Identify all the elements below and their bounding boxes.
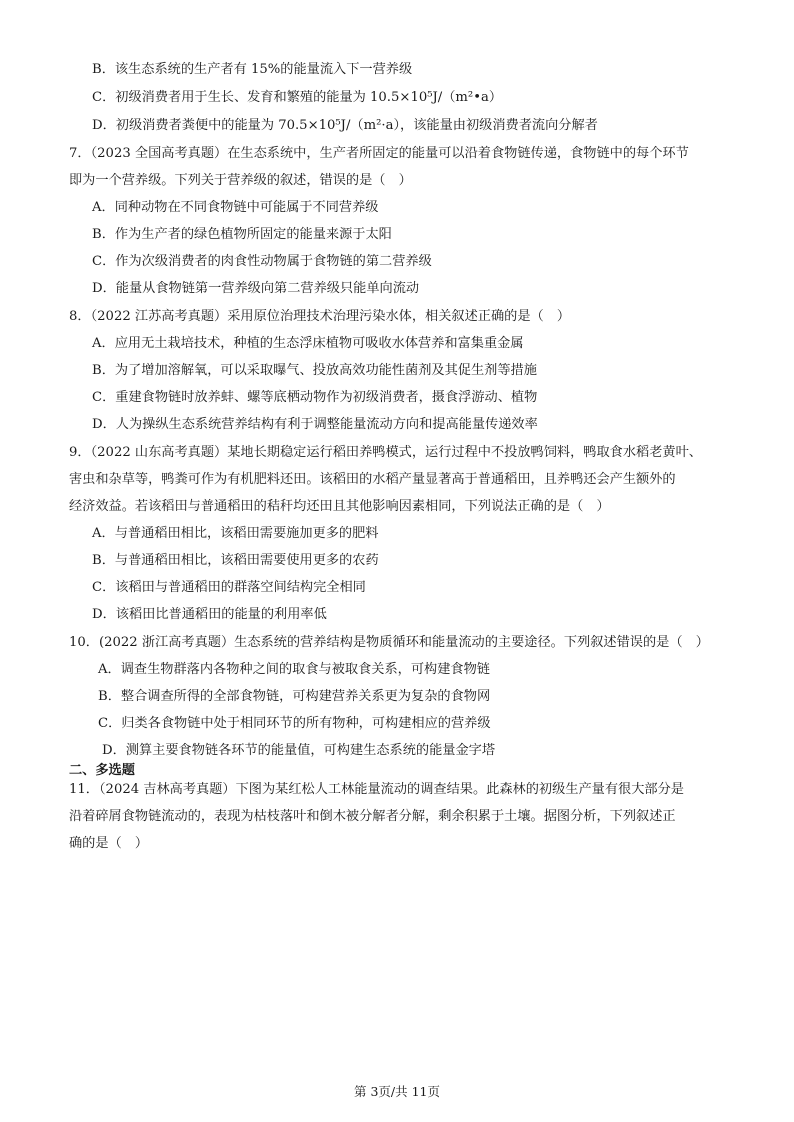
q6-option-d: D．初级消费者粪便中的能量为 70.5×10⁵J/（m²·a），该能量由初级消费者流向分解者 [92,118,598,133]
q8-option-b: B．为了增加溶解氧，可以采取曝气、投放高效功能性菌剂及其促生剂等措施 [92,363,537,378]
q11-stem-line-1: 11．（2024 吉林高考真题）下图为某红松人工林能量流动的调查结果。此森林的初级生产量有很大部分是 [69,782,684,797]
q9-option-c: C．该稻田与普通稻田的群落空间结构完全相同 [92,580,366,595]
q7-stem-line-1: 7．（2023 全国高考真题）在生态系统中，生产者所固定的能量可以沿着食物链传递，食物链中的每个环节 [69,146,689,161]
q10-option-b: B．整合调查所得的全部食物链，可构建营养关系更为复杂的食物网 [98,689,491,704]
q11-stem-line-2: 沿着碎屑食物链流动的，表现为枯枝落叶和倒木被分解者分解，剩余积累于土壤。据图分析，下列叙述正 [69,809,676,824]
q10-stem-line-1: 10．(2022 浙江高考真题）生态系统的营养结构是物质循环和能量流动的主要途径。下列叙述错误的是（ ） [69,635,709,650]
section-heading-multiple-choice: 二、多选题 [69,763,135,778]
q8-option-a: A．应用无土栽培技术，种植的生态浮床植物可吸收水体营养和富集重金属 [92,336,524,351]
q11-stem-line-3: 确的是（ ） [69,836,149,851]
q10-option-d: D．测算主要食物链各环节的能量值，可构建生态系统的能量金字塔 [102,743,496,758]
q9-stem-line-1: 9．（2022 山东高考真题）某地长期稳定运行稻田养鸭模式，运行过程中不投放鸭饲料，鸭取食水稻老黄叶、 [69,445,702,460]
q8-stem-line-1: 8．（2022 江苏高考真题）采用原位治理技术治理污染水体，相关叙述正确的是（ ） [69,309,571,324]
q7-option-d: D．能量从食物链第一营养级向第二营养级只能单向流动 [92,281,420,296]
q7-option-c: C．作为次级消费者的肉食性动物属于食物链的第二营养级 [92,254,432,269]
page-number: 第 3页/共 11页 [353,1084,441,1099]
q7-option-b: B．作为生产者的绿色植物所固定的能量来源于太阳 [92,227,392,242]
q6-option-c: C．初级消费者用于生长、发育和繁殖的能量为 10.5×10⁵J/（m²•a） [92,90,503,105]
q9-option-a: A．与普通稻田相比，该稻田需要施加更多的肥料 [92,526,379,541]
q9-option-d: D．该稻田比普通稻田的能量的利用率低 [92,607,327,622]
q8-option-d: D．人为操纵生态系统营养结构有利于调整能量流动方向和提高能量传递效率 [92,417,538,432]
q6-option-b: B．该生态系统的生产者有 15%的能量流入下一营养级 [92,62,413,77]
q7-stem-line-2: 即为一个营养级。下列关于营养级的叙述，错误的是（ ） [69,173,412,188]
q10-option-a: A．调查生物群落内各物种之间的取食与被取食关系，可构建食物链 [98,662,490,677]
q9-stem-line-2: 害虫和杂草等，鸭粪可作为有机肥料还田。该稻田的水稻产量显著高于普通稻田，且养鸭还会产生额外的 [69,472,676,487]
q8-option-c: C．重建食物链时放养蚌、螺等底栖动物作为初级消费者，摄食浮游动、植物 [92,390,538,405]
q10-option-c: C．归类各食物链中处于相同环节的所有物种，可构建相应的营养级 [98,716,491,731]
q9-option-b: B．与普通稻田相比，该稻田需要使用更多的农药 [92,553,379,568]
q7-option-a: A．同种动物在不同食物链中可能属于不同营养级 [92,200,379,215]
q9-stem-line-3: 经济效益。若该稻田与普通稻田的秸秆均还田且其他影响因素相同，下列说法正确的是（ ） [69,499,610,514]
